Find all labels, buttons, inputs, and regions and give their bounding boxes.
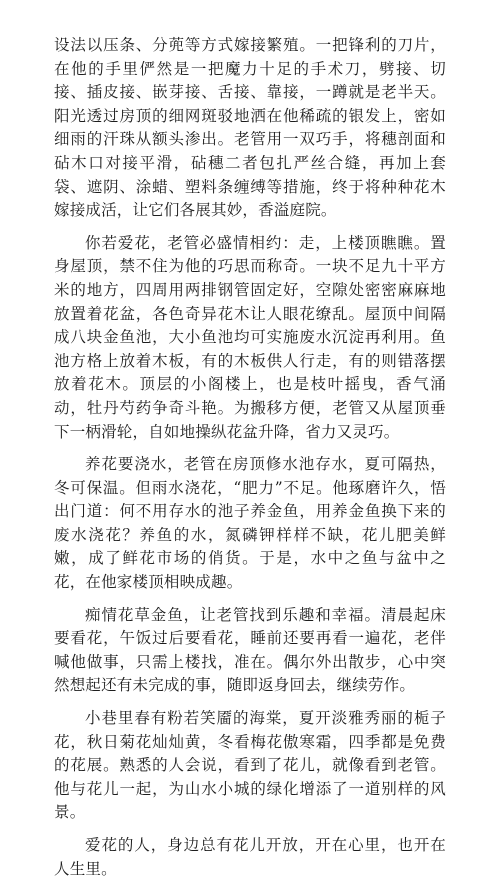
paragraph-passion: 痴情花草金鱼，让老管找到乐趣和幸福。清晨起床要看花，午饭过后要看花，睡前还要再看一遍花，老伴喊他做事，只需上楼找，准在。偶尔外出散步，心中突然想起还有未完成的事，随即返身回去，继续劳作。 xyxy=(54,605,446,695)
paragraph-fish-water: 养花要浇水，老管在房顶修水池存水，夏可隔热，冬可保温。但雨水浇花，“肥力”不足。他琢磨许久，悟出门道：何不用存水的池子养金鱼，用养金鱼换下来的废水浇花？养鱼的水，氮磷钾样样不缺，花儿肥美鲜嫩，成了鲜花市场的俏货。于是，水中之鱼与盆中之花，在他家楼顶相映成趣。 xyxy=(54,455,446,592)
paragraph-seasons: 小巷里春有粉若笑靥的海棠，夏开淡雅秀丽的栀子花，秋日菊花灿灿黄，冬看梅花傲寒霜，四季都是免费的花展。熟悉的人会说，看到了花儿，就像看到老管。他与花儿一起，为山水小城的绿化增添了一道别样的风景。 xyxy=(54,709,446,822)
paragraph-grafting: 设法以压条、分蔸等方式嫁接繁殖。一把锋利的刀片，在他的手里俨然是一把魔力十足的手术刀，劈接、切接、插皮接、嵌芽接、舌接、靠接，一蹲就是老半天。阳光透过房顶的细网斑驳地洒在他稀疏的银发上，密如细雨的汗珠从额头渗出。老管用一双巧手，将穗剖面和砧木口对接平滑，砧穗二者包扎严丝合缝，再加上套袋、遮阴、涂蜡、塑料条缠缚等措施，终于将种种花木嫁接成活，让它们各展其妙，香溢庭院。 xyxy=(54,36,446,220)
paragraph-closing: 爱花的人，身边总有花儿开放，开在心里，也开在人生里。 xyxy=(54,836,446,878)
paragraph-rooftop: 你若爱花，老管必盛情相约：走，上楼顶瞧瞧。置身屋顶，禁不住为他的巧思而称奇。一块不足九十平方米的地方，四周用两排钢管固定好，空隙处密密麻麻地放置着花盆，各色奇异花木让人眼花缭乱。屋顶中间隔成八块金鱼池，大小鱼池均可实施废水沉淀再利用。鱼池方格上放着木板，有的木板供人行走，有的则错落摆放着花木。顶层的小阁楼上，也是枝叶摇曳，香气涌动，牡丹芍药争奇斗艳。为搬移方便，老管又从屋顶垂下一柄滑轮，自如地操纵花盆升降，省力又灵巧。 xyxy=(54,233,446,441)
